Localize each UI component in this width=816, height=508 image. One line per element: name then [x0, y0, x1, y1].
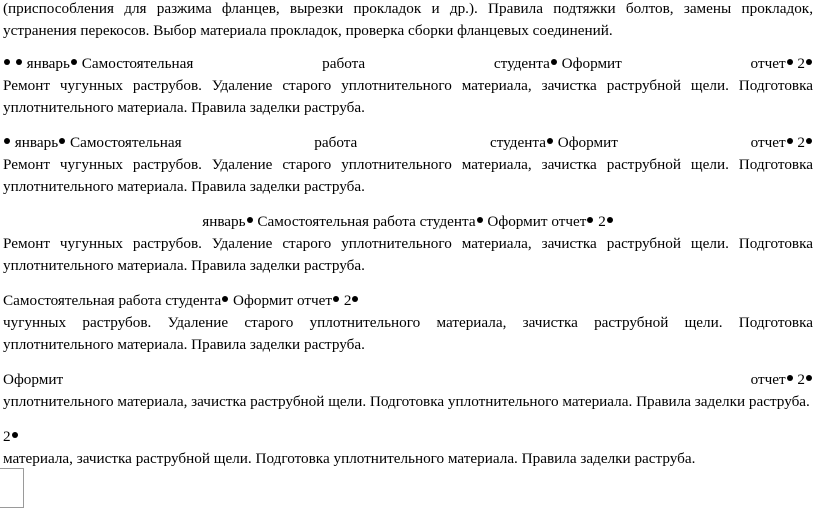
- entry-6-header: [3, 426, 813, 448]
- bullet-icon: [547, 138, 553, 144]
- entry-5-draw: Оформит: [3, 371, 64, 388]
- entry-3-num: 2: [598, 213, 606, 230]
- entry-4-header: [3, 290, 813, 312]
- intro-line-1: [3, 0, 813, 20]
- entry-1-self: Самостоятельная: [81, 55, 194, 72]
- entry-1-student: студента Оформит: [493, 55, 622, 72]
- entry-1-month: январь Самостоятельная: [3, 53, 193, 75]
- entry-2-text: Ремонт чугунных раструбов. Удаление старого уплотнительного материала, зачистка раструбной щели. Подготовка уплотнительного материала. Правила заделки раструба.: [3, 156, 813, 195]
- bullet-icon: [607, 217, 613, 223]
- bullet-icon: [59, 138, 65, 144]
- schedule-entry-6: [3, 426, 813, 470]
- entry-2-self: Самостоятельная: [69, 134, 182, 151]
- bullet-icon: [477, 217, 483, 223]
- bullet-icon: [4, 138, 10, 144]
- schedule-entry-5: [3, 369, 813, 413]
- entry-2-report: отчет 2: [751, 132, 813, 154]
- bullet-icon: [247, 217, 253, 223]
- entry-2-work: работа: [314, 134, 358, 151]
- bullet-icon: [787, 375, 793, 381]
- document-body: [3, 0, 813, 483]
- entry-3-header: [3, 211, 813, 233]
- entry-1-header: [3, 53, 813, 75]
- bullet-icon: [551, 59, 557, 65]
- entry-3-month: январь: [202, 213, 246, 230]
- entry-2-student: студента Оформит: [489, 134, 618, 151]
- table-cell-border: [0, 468, 24, 508]
- entry-1-text: Ремонт чугунных раструбов. Удаление старого уплотнительного материала, зачистка раструбной щели. Подготовка уплотнительного материала. Правила заделки раструба.: [3, 77, 813, 116]
- bullet-icon: [16, 59, 22, 65]
- bullet-icon: [12, 432, 18, 438]
- schedule-entry-4: [3, 290, 813, 356]
- entry-6-text: материала, зачистка раструбной щели. Подготовка уплотнительного материала. Правила заделки раструба.: [3, 450, 696, 467]
- intro-paragraph: [3, 0, 813, 42]
- entry-5-report: отчет 2: [751, 369, 813, 391]
- intro-line-2: устранения перекосов. Выбор материала прокладок, проверка сборки фланцевых соединений.: [3, 22, 613, 39]
- schedule-entry-2: [3, 132, 813, 198]
- entry-6-num: 2: [3, 428, 11, 445]
- bullet-icon: [71, 59, 77, 65]
- entry-4-phrase: Самостоятельная работа студента: [3, 292, 222, 309]
- entry-3-phrase: Самостоятельная работа студента: [257, 213, 476, 230]
- entry-2-header: [3, 132, 813, 154]
- bullet-icon: [587, 217, 593, 223]
- bullet-icon: [222, 296, 228, 302]
- entry-4-draw: Оформит отчет: [233, 292, 333, 309]
- entry-4-num: 2: [343, 292, 352, 309]
- bullet-icon: [352, 296, 358, 302]
- bullet-icon: [4, 59, 10, 65]
- entry-3-draw: Оформит отчет: [487, 213, 587, 230]
- bullet-icon: [787, 59, 793, 65]
- bullet-icon: [333, 296, 339, 302]
- entry-1-work: работа: [322, 55, 366, 72]
- entry-1-report: отчет 2: [751, 53, 813, 75]
- entry-3-text: Ремонт чугунных раструбов. Удаление старого уплотнительного материала, зачистка раструбной щели. Подготовка уплотнительного материала. Правила заделки раструба.: [3, 235, 813, 274]
- entry-4-text: чугунных раструбов. Удаление старого уплотнительного материала, зачистка раструбной щели. Подготовка уплотнительного материала. Правила заделки раструба.: [3, 314, 813, 353]
- bullet-icon: [806, 375, 812, 381]
- entry-5-text: уплотнительного материала, зачистка раструбной щели. Подготовка уплотнительного материала. Правила заделки раструба.: [3, 393, 810, 410]
- schedule-entry-3: [3, 211, 813, 277]
- bullet-icon: [806, 59, 812, 65]
- intro-text-1: (приспособления для разжима фланцев, вырезки прокладок и др.). Правила подтяжки болтов, замены прокладок,: [3, 0, 813, 17]
- bullet-icon: [806, 138, 812, 144]
- entry-2-month: январь Самостоятельная: [3, 132, 182, 154]
- bullet-icon: [787, 138, 793, 144]
- schedule-entry-1: [3, 53, 813, 119]
- entry-5-header: [3, 369, 813, 391]
